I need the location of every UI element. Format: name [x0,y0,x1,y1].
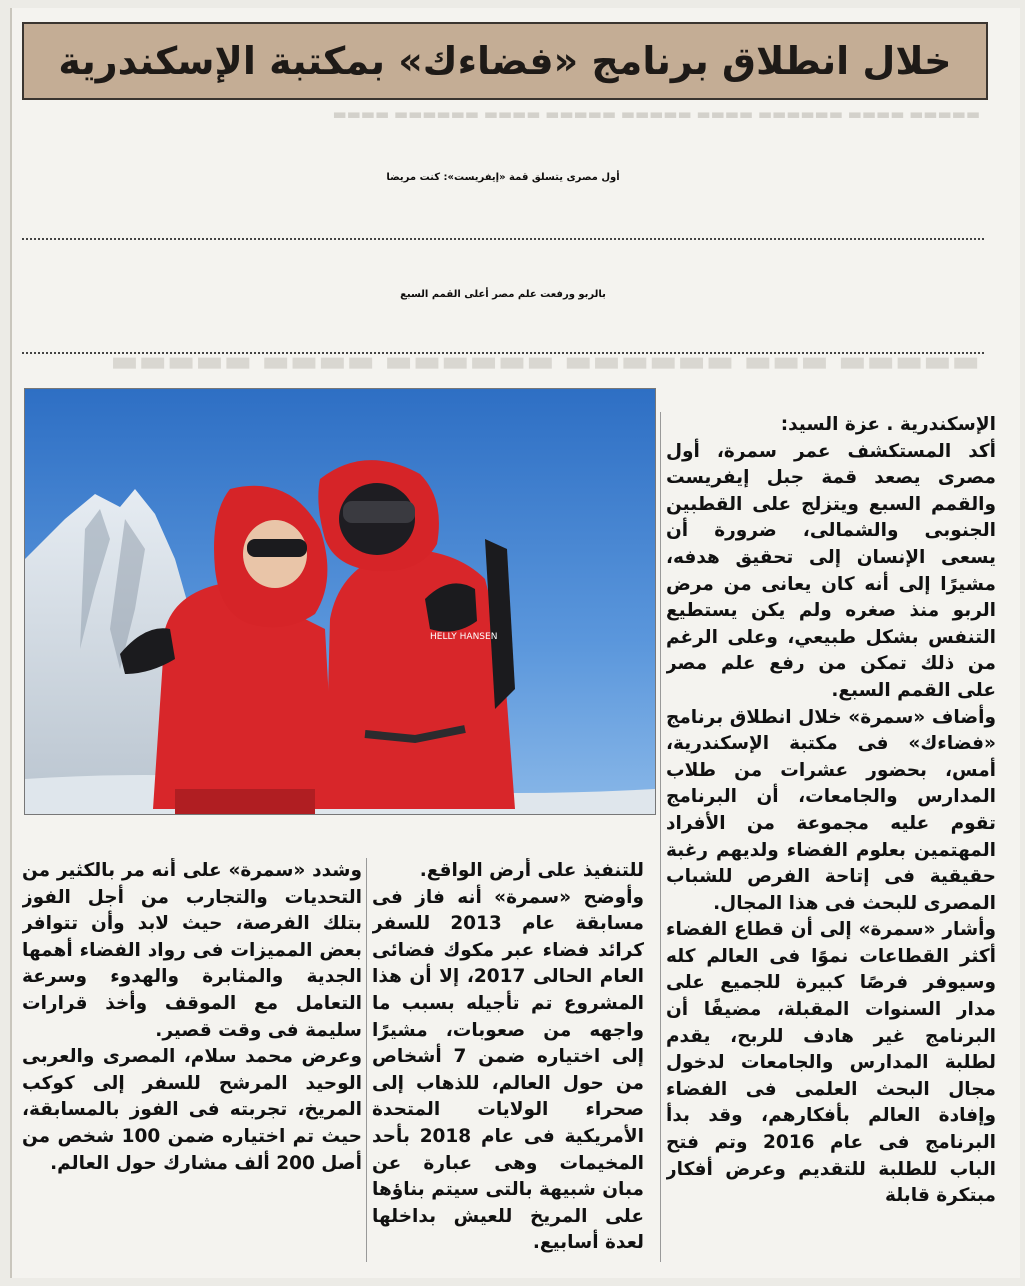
article-dateline: الإسكندرية . عزة السيد: [780,414,996,435]
paragraph: للتنفيذ على أرض الواقع. [419,860,644,881]
paragraph: وعرض محمد سلام، المصرى والعربى الوحيد المرشح للسفر إلى كوكب المريخ، تجربته فى الفوز بالمسابقة، حيث تم اختياره ضمن 100 شخص من أصل 200 ألف مشارك حول العالم. [22,1046,362,1174]
paragraph: وأشار «سمرة» إلى أن قطاع الفضاء أكثر القطاعات نموًا فى العالم كله وسيوفر فرصًا كبيرة للجميع على مدار السنوات المقبلة، مضيفًا أن البرنامج غير هادف للربح، يقدم لطلبة المدارس والجامعات لدخول مجال البحث العلمى فى الفضاء وإفادة العالم بأفكارهم، وقد بدأ البرنامج فى عام 2016 وتم فتح الباب للطلبة للتقديم وعرض أفكار مبتكرة قابلة [666,919,996,1207]
column-divider [660,412,661,1262]
bleed-through-text: ▬▬▬▬▬ ▬▬▬ ▬▬▬▬▬▬ ▬▬▬▬▬▬ ▬▬▬▬ ▬▬▬▬▬ [110,344,980,379]
kicker-banner [22,22,988,100]
headline-line-2: بالربو ورفعت علم مصر أعلى القمم السبع [400,289,606,300]
paragraph: وشدد «سمرة» على أنه مر بالكثير من التحديات والتجارب من أجل الفوز بتلك الفرصة، حيث لابد وأن تتوافر بعض المميزات فى رواد الفضاء أهمها الجدية والمثابرة والهدوء وسرعة التعامل مع الموقف وأخذ قرارات سليمة فى وقت قصير. [22,860,362,1041]
paragraph: أكد المستكشف عمر سمرة، أول مصرى يصعد قمة جبل إيفريست والقمم السبع ويتزلج على القطبين الجنوبى والشمالى، ضرورة أن يسعى الإنسان إلى تحقيق هدفه، مشيرًا إلى أنه كان يعانى من مرض الربو منذ صغره ولم يكن يستطيع التنفس بشكل طبيعي، وعلى الرغم من ذلك تمكن من رفع علم مصر على القمم السبع. [666,440,996,701]
paragraph: وأوضح «سمرة» أنه فاز فى مسابقة عام 2013 للسفر كرائد فضاء عبر مكوك فضائى العام الحالى 2017، إلا أن هذا المشروع تم تأجيله بسبب ما واجهه من صعوبات، مشيرًا إلى اختياره ضمن 7 أشخاص من حول العالم، للذهاب إلى صحراء الولايات المتحدة الأمريكية فى عام 2018 بأحد المخيمات وهى عبارة عن مبان شبيهة بالتى سيتم بناؤها على المريخ للعيش بداخلها لعدة أسابيع. [372,886,644,1254]
paragraph: وأضاف «سمرة» خلال انطلاق برنامج «فضاءك» فى مكتبة الإسكندرية، أمس، بحضور عشرات من طلاب المدارس والجامعات، أن البرنامج تقوم عليه مجموعة من الأفراد المهتمين بعلوم الفضاء ولديهم رغبة حقيقية فى إتاحة الفرص للشباب المصرى للبحث فى هذا المجال. [666,706,996,914]
kicker-text: خلال انطلاق برنامج «فضاءك» بمكتبة الإسكندرية [58,39,952,83]
jacket-logo: HELLY HANSEN [430,632,498,642]
headline-rule [22,238,984,240]
article-column-middle [372,858,644,1262]
article-photo [24,388,656,815]
bleed-through-text: ▬▬▬▬▬ ▬▬▬▬ ▬▬▬▬▬▬ ▬▬▬▬ ▬▬▬▬▬ ▬▬▬▬▬ ▬▬▬▬ ▬▬▬▬▬▬ ▬▬▬▬ [332,105,980,122]
article-column-left [22,858,362,1262]
headline-line-1: أول مصرى يتسلق قمة «إيفريست»: كنت مريضا [386,172,620,183]
column-divider [366,858,367,1262]
headline-rule [22,352,984,354]
article-column-right [666,412,996,1262]
